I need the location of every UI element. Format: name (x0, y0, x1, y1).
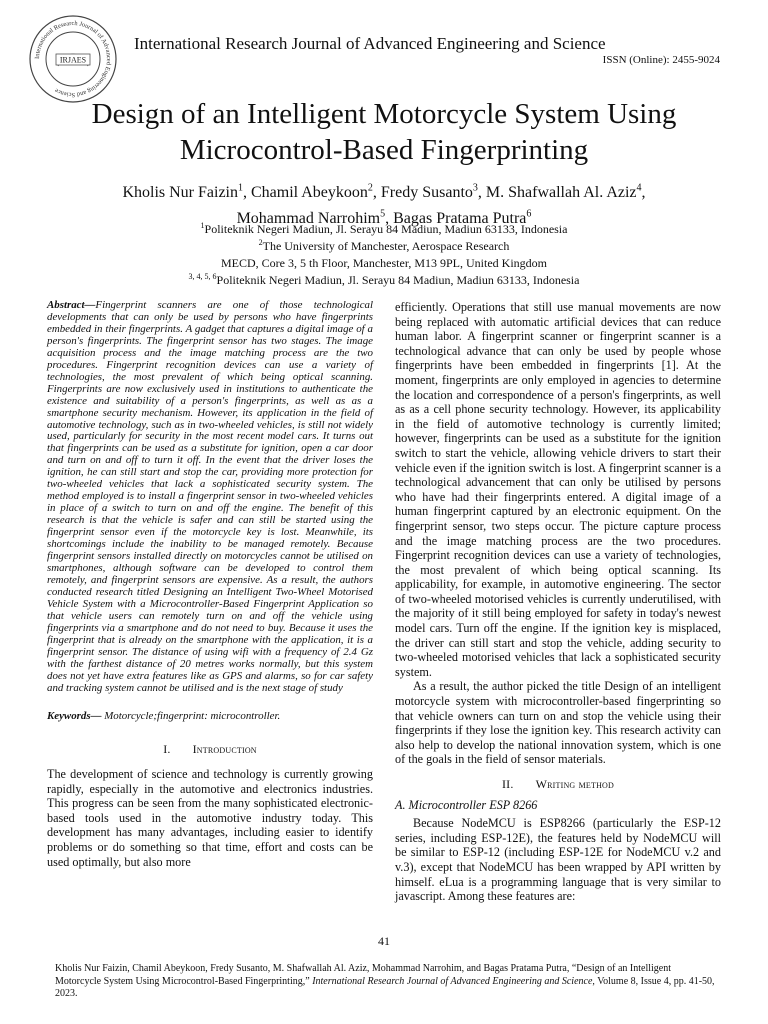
author: Fredy Susanto$^3$, (380, 183, 486, 202)
left-column (47, 300, 373, 869)
page-number: 41 (378, 934, 390, 948)
intro-paragraph-2: As a result, the author picked the title Design of an intelligent motorcycle system with microcontroller-based fingerprinting so that vehicle owners can turn on and stop the vehicle using their fingerprints if they lose the ignition key. This research activity can also help to develop the national innovation system, which is one of the goals in the field of sensor materials. (395, 679, 721, 767)
citation: Kholis Nur Faizin, Chamil Abeykoon, Fredy Susanto, M. Shafwallah Al. Aziz, Mohammad Narrohim, and Bagas Pratama Putra, “Design of an Intelligent Motorcycle System Using Microcontrol-Based Fingerprinting,” International Research Journal of Advanced Engineering and Science, Volume 8, Issue 4, pp. 41-50, 2023. (55, 963, 715, 999)
intro-paragraph-1-continued: efficiently. Operations that still use manual movements are now being replaced with automatic artificial devices that can reduce human labor. A fingerprint scanner or fingerprint scanner is a technological advance that can only be used by people whose fingerprints have been embedded in fingerprints [1]. At the moment, fingerprints are only employed in agencies to determine the location and correspondence of a person's fingerprints, as well as as a cell phone security technology. However, its applicability in the field of automotive technology is currently limited; however, fingerprints can be used as a substitute for the ignition switch to start the vehicle, allowing vehicle drivers to start their vehicle even if the ignition switch is lost. A fingerprint scanner is a technological advancement that can only be utilised by persons who have had their fingerprints entered. A digital image of a human fingerprint captured by an electronic equipment. On the fingerprint sensor, two steps occur. The picture capture process and the image matching process are the two procedures. Fingerprint recognition devices can use a variety of technologies, the most prevalent of which being optical scanning. Its applicability, for example, in automotive engineering. The sector of two-wheeled motorised vehicles is currently underutilised, with the majority of it still being employed for safety in today's newest model cars. Turn off the engine. If the ignition key is misplaced, the driver can still start and stop the vehicle, adding security to two-wheeled motorised vehicles that lack a sophisticated security system. (395, 300, 721, 679)
author: M. Shafwallah Al. Aziz$^4$, (485, 183, 646, 202)
keywords-text: Motorcycle;fingerprint: microcontroller. (101, 710, 281, 723)
author: Bagas Pratama Putra$^6$ (393, 208, 532, 227)
affiliation-list (60, 219, 708, 287)
issn: ISSN (Online): 2455-9024 (602, 54, 720, 66)
author: Kholis Nur Faizin$^1$, (122, 183, 251, 202)
logo-ring-text: International Research Journal of Advanced Engineering and Science (33, 19, 113, 99)
affiliation: $^1$Politeknik Negeri Madiun, Jl. Serayu 84 Madiun, Madiun 63133, Indonesia (200, 221, 568, 236)
citation-journal: International Research Journal of Advanced Engineering and Science (312, 975, 593, 987)
subsection-a-paragraph: Because NodeMCU is ESP8266 (particularly the ESP-12 series, including ESP-12E), the features held by NodeMCU will be similar to ESP-12 (including ESP-12E for NodeMCU v.2 and v.3), except that NodeMCU has been wrapped by API written by himself. eLua is a programming language that is very similar to javascript. Among these features are: (395, 816, 721, 904)
journal-logo (28, 14, 118, 104)
paper-title-line2: Microcontrol-Based Fingerprinting (179, 134, 589, 166)
paper-title-line1: Design of an Intelligent Motorcycle System Using (91, 98, 677, 130)
keywords (47, 710, 373, 722)
affiliation: $^2$The University of Manchester, Aerospace Research (258, 238, 510, 253)
abstract (47, 300, 373, 694)
affiliation: $^{3, 4, 5, 6}$Politeknik Negeri Madiun, Jl. Serayu 84 Madiun, Madiun 63133, Indonesia (188, 272, 580, 287)
keywords-label: Keywords— (47, 710, 102, 723)
author: Chamil Abeykoon$^2$, (251, 183, 381, 202)
section-heading-writing-method: II. Writing method (501, 777, 615, 791)
journal-name: International Research Journal of Advanced Engineering and Science (134, 34, 606, 53)
intro-paragraph-1: The development of science and technology is currently growing rapidly, especially in the automotive and electronics industries. This progress can be seen from the many sophisticated electronic-based tools used in the automotive industry today. This development has many advantages, including easier to identify problems or do something so that time, effort and costs can be used optimally, but also more (47, 767, 373, 869)
paper-title (40, 96, 728, 168)
right-column (395, 300, 721, 904)
section-heading-introduction: I. Introduction (163, 742, 257, 757)
subsection-heading-a: A. Microcontroller ESP 8266 (395, 797, 538, 812)
abstract-label: Abstract— (47, 299, 96, 311)
affiliation: MECD, Core 3, 5 th Floor, Manchester, M13 9PL, United Kingdom (220, 256, 547, 270)
logo-text: IRJAES (59, 55, 87, 65)
author: Mohammad Narrohim$^5$, (236, 208, 394, 227)
abstract-text: Fingerprint scanners are one of those technological developments that can only be used by persons who have fingerprints embedded in their fingerprints. A gadget that captures a digital image of a person's fingerprints. The fingerprint sensor has two stages. The image acquisition process and the image matching process are the two procedures. Fingerprint recognition devices can use a variety of technologies, the most prevalent of which being optical scanning. Fingerprints are now exclusively used in institutions to authenticate the existence and suitability of a person's fingerprints, as well as as a smartphone security mechanism. However, its application in the field of automotive technology, such as in two-wheeled vehicles, is still not widely used, particularly for security in the most recent model cars. It turns out that fingerprints can be used as a substitute for ignition, open a car door and turn on and off to turn it off. In the event that the driver loses the ignition, he can still start and stop the car, providing more protection for two-wheeled vehicles that lack a sophisticated security system. The method employed is to install a fingerprint sensor in two-wheeled vehicles in place of a switch to turn on and off the engine. The benefit of this research is that the vehicle is safer and can still be started using the fingerprint sensor even if the motorcycle key is lost. Meanwhile, its shortcomings include the inability to be managed remotely. Because fingerprint sensors installed directly on motorcycles cannot be utilised on smartphones, although software can be developed to control them remotely, and fingerprint sensors are expensive. As a result, the authors conducted research titled Designing an Intelligent Two-Wheel Motorised Vehicle System with a Microcontroller-Based Fingerprint Application so that vehicle users can remotely turn on and off the vehicle using fingerprints via a smartphone and do not need to buy. Because it uses the fingerprint that is already on the smartphone with the application, it is a fingerprint sensor. The distance of using wifi with a frequency of 2.4 Gz with the farthest distance of 20 metres works normally, but this system does not yet have extra features like as GPS and alarms, so for car safety and tracking system cannot be utilised and is the next stage of study (47, 299, 373, 694)
